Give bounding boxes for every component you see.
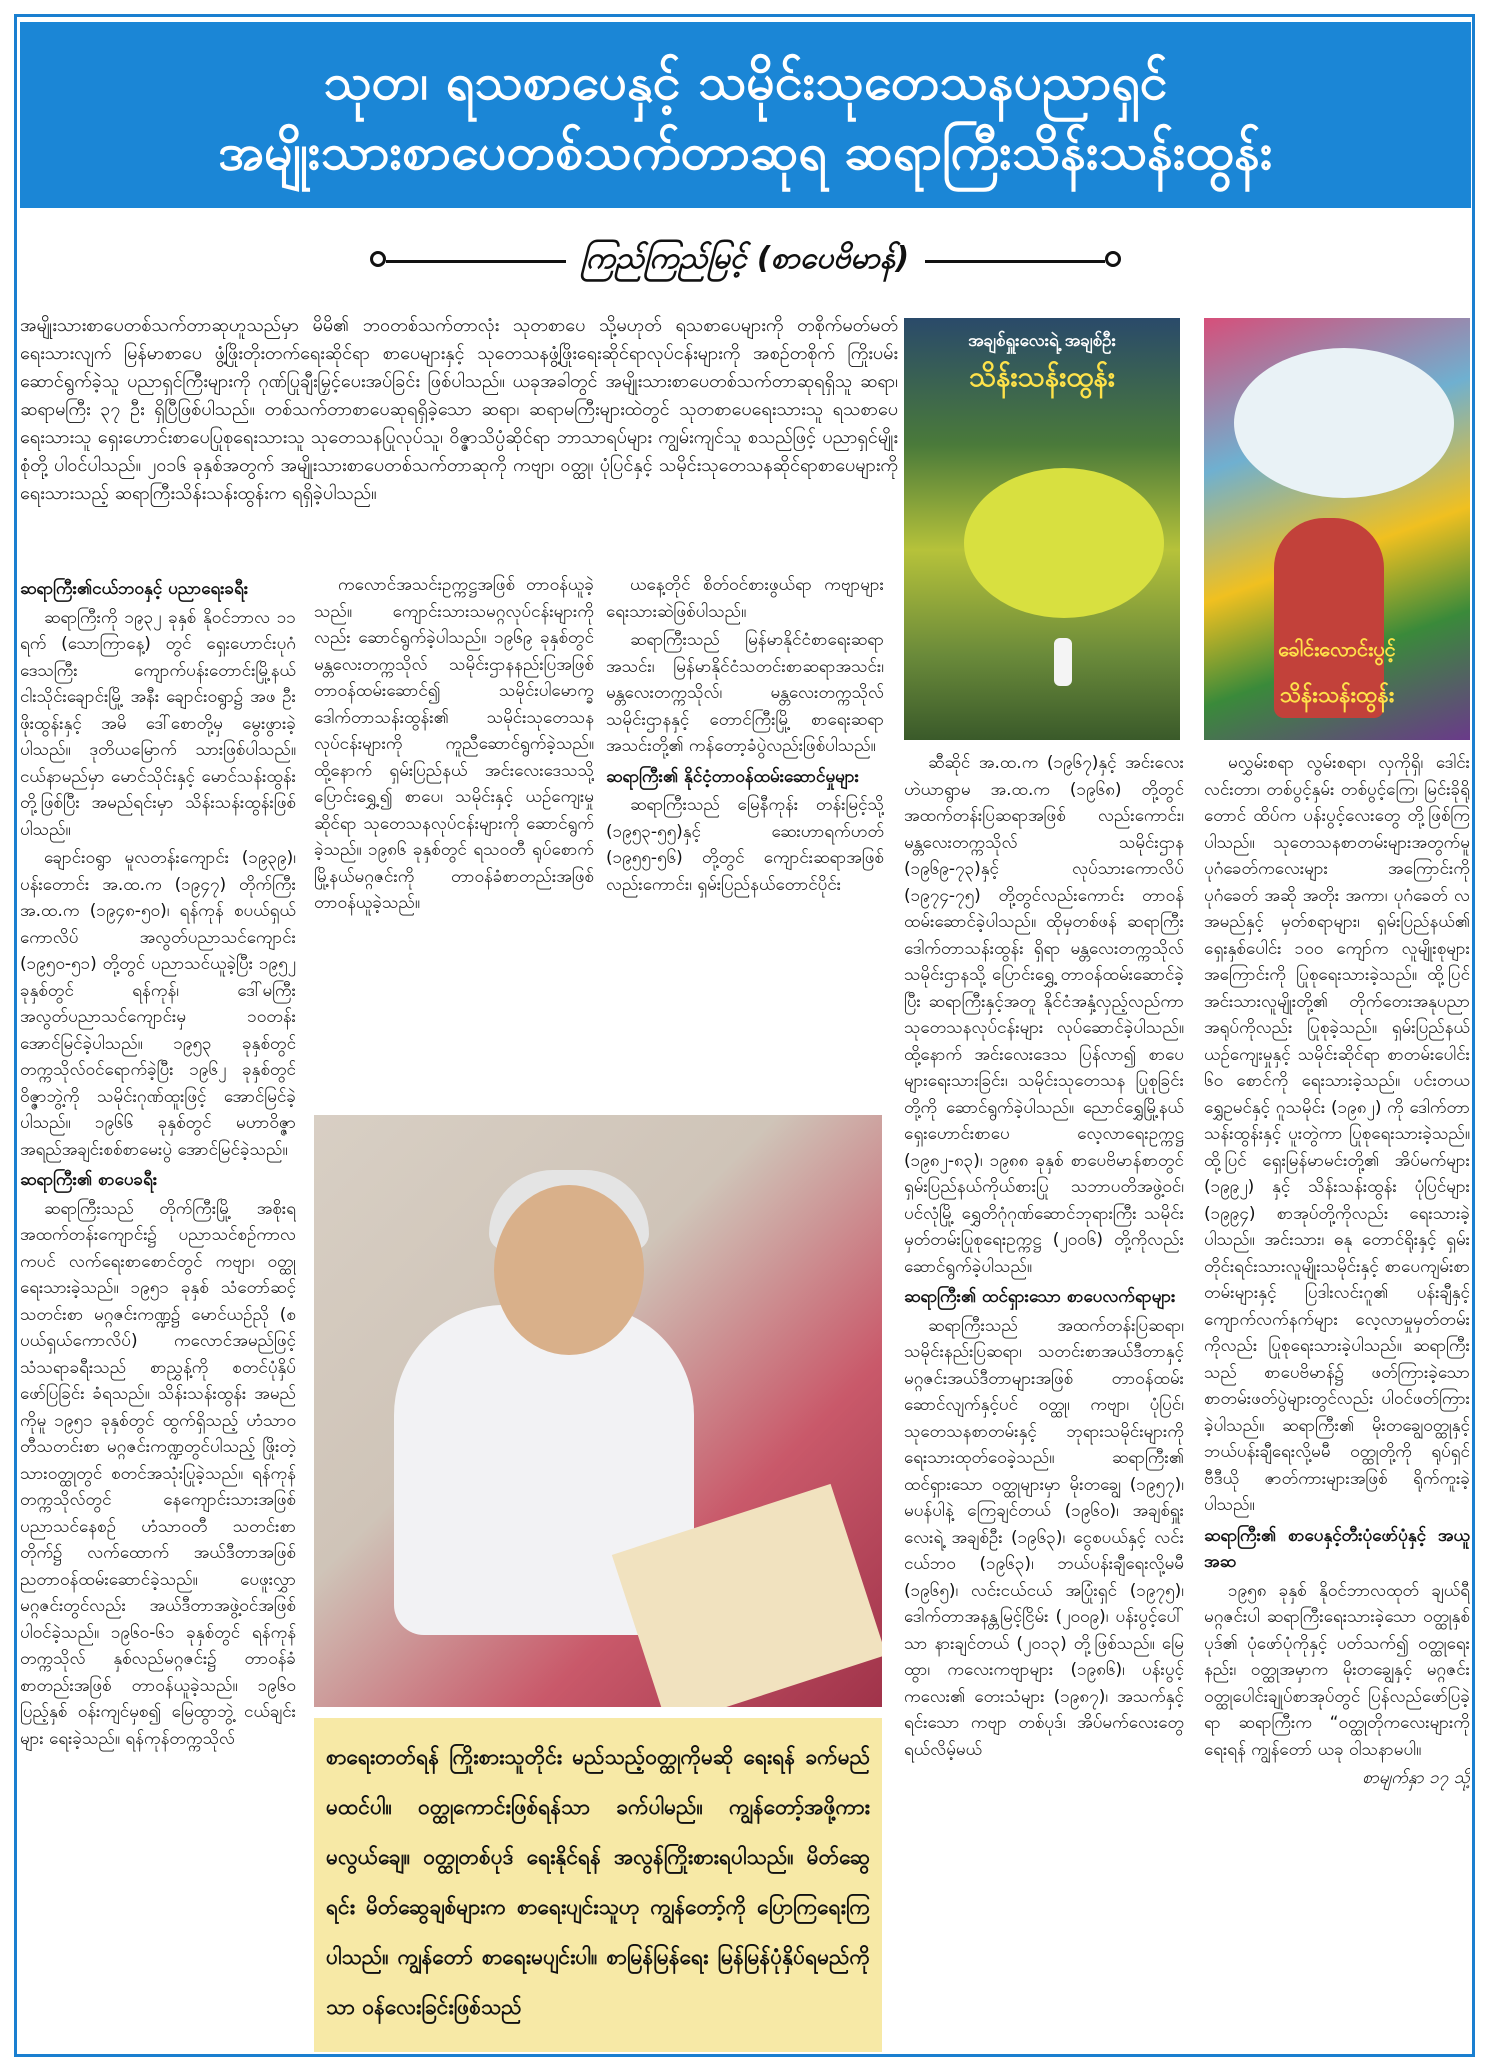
continuation-note: စာမျက်နှာ ၁၇ သို့ <box>1362 1768 1470 1788</box>
author-photo <box>314 1115 882 1707</box>
body-paragraph: ယနေ့တိုင် စိတ်ဝင်စားဖွယ်ရာ ကဗျာများ ရေးသားဆဲဖြစ်ပါသည်။ <box>606 575 884 622</box>
column-1 <box>20 572 296 2050</box>
section-heading: ဆရာကြီး၏ နိုင်ငံ့တာဝန်ထမ်းဆောင်မှုများ <box>606 766 859 787</box>
byline-left-ornament <box>370 251 386 267</box>
book-cover-2 <box>1204 318 1470 740</box>
book-cover-2-author: သိန်းသန်းထွန်း <box>1279 683 1395 708</box>
body-paragraph: ချောင်းဝရွာ မူလတန်းကျောင်း (၁၉၃၉)၊ ပန်းတောင်း အ.ထ.က (၁၉၄၇) တိုက်ကြီး အ.ထ.က (၁၉၄၈-၅၀)၊ ရန်ကုန် စပယ်ရှယ်ကောလိပ် အလွတ်ပညာသင်ကျောင်း (၁၉၅၀-၅၁) တို့တွင် ပညာသင်ယူခဲ့ပြီး ၁၉၅၂ ခုနှစ်တွင် ရန်ကုန်၊ ဒေါ်မကြီး အလွတ်ပညာသင်ကျောင်းမှ ၁၀တန်းအောင်မြင်ခဲ့ပါသည်။ ၁၉၅၃ ခုနှစ်တွင် တက္ကသိုလ်ဝင်ရောက်ခဲ့ပြီး ၁၉၆၂ ခုနှစ်တွင် ဝိဇ္ဇာဘွဲ့ကို သမိုင်းဂုဏ်ထူးဖြင့် အောင်မြင်ခဲ့ပါသည်။ ၁၉၆၆ ခုနှစ်တွင် မဟာဝိဇ္ဇာအရည်အချင်းစစ်စာမေးပွဲ အောင်မြင်ခဲ့သည်။ <box>20 848 296 1160</box>
section-heading: ဆရာကြီး၏ ထင်ရှားသော စာပေလက်ရာများ <box>904 1287 1176 1307</box>
body-paragraph: မလွှမ်းစရာ လွမ်းစရာ၊ လှကိုရှိ၊ ဒေါင်းလင်းတာ၊ တစ်ပွင့်နှမ်း တစ်ပွင့်ကြေ၊ မြင်းခိုရိုတောင် ထိပ်က ပန်းပွင့်လေးတွေ တို့ဖြစ်ကြပါသည်။ သုတေသနစာတမ်းများအတွက်မူ ပုဂံခေတ်ကလေးများ အကြောင်းကို ပုဂံခေတ် အဆို အတိုး အကာ၊ ပုဂံခေတ် လအမည်နှင့် မှတ်စရာများ၊ ရှမ်းပြည်နယ်၏ ရှေးနှစ်ပေါင်း ၁၀၀ ကျော်က လူမျိုးစုများအကြောင်းကို ပြုစုရေးသားခဲ့သည်။ ထို့ပြင် အင်းသားလူမျိုးတို့၏ တိုက်တေးအနုပညာအရုပ်ကိုလည်း ပြုစုခဲ့သည်။ ရှမ်းပြည်နယ် ယဉ်ကျေးမှုနှင့် သမိုင်းဆိုင်ရာ စာတမ်းပေါင်း ၆၀ စောင်ကို ရေးသားခဲ့သည်။ ပင်းတယရွှေဥမင်နှင့် ဂူသမိုင်း (၁၉၈၂) ကို ဒေါက်တာသန်းထွန်းနှင့် ပူးတွဲကာ ပြုစုရေးသားခဲ့သည်။ ထို့ပြင် ရှေးမြန်မာမင်းတို့၏ အိပ်မက်များ (၁၉၉၂) နှင့် သိန်းသန်းထွန်း ပုံပြင်များ (၁၉၉၄) စာအုပ်တို့ကိုလည်း ရေးသားခဲ့ပါသည်။ အင်းသား၊ ဓနု တောင်ရိုးနှင့် ရှမ်းတိုင်းရင်းသားလူမျိုးသမိုင်းနှင့် စာပေကျမ်းစာတမ်းများနှင့် ပြဒါးလင်းဂူ၏ ပန်းချီနှင့် ကျောက်လက်နက်များ လေ့လာမှုမှတ်တမ်းကိုလည်း ပြုစုရေးသားခဲ့ပါသည်။ ဆရာကြီးသည် စာပေဗိမာန်၌ ဖတ်ကြားခဲ့သော စာတမ်းဖတ်ပွဲများတွင်လည်း ပါဝင်ဖတ်ကြားခဲ့ပါသည်။ ဆရာကြီး၏ မိုးတချွေဝတ္ထုနှင့် ဘယ်ပန်းချီရေးလို့မမီ ဝတ္ထုတို့ကို ရုပ်ရှင် ဗီဒီယို ဇာတ်ကားများအဖြစ် ရိုက်ကူးခဲ့ပါသည်။ <box>1204 753 1470 1515</box>
body-paragraph: ဆရာကြီးသည် မြေနီကုန်း တန်းမြင့်သို့ (၁၉၅၃-၅၅)နှင့် ဆေးဟာရက်ဟတ် (၁၉၅၅-၅၆) တို့တွင် ကျောင်းဆရာအဖြစ်လည်းကောင်း၊ ရှမ်းပြည်နယ်တောင်ပိုင်း <box>606 795 884 895</box>
section-heading: ဆရာကြီး၏ စာပေခရီး <box>20 1170 158 1190</box>
body-paragraph: ၁၉၅၈ ခုနှစ် နိုဝင်ဘာလထုတ် ချယ်ရီမဂ္ဂဇင်းပါ ဆရာကြီးရေးသားခဲ့သော ဝတ္ထုနှစ်ပုဒ်၏ ပုံဖော်ပုံကိုနှင့် ပတ်သက်၍ ဝတ္ထုရေးနည်း၊ ဝတ္ထုအမှာက မိုးတချွေနှင့် မဂ္ဂဇင်းဝတ္ထုပေါင်းချုပ်စာအုပ်တွင် ပြန်လည်ဖော်ပြခဲ့ရာ ဆရာကြီးက “ဝတ္ထုတိုကလေးများကို ရေးရန် ကျွန်တော် ယခု ဝါသနာမပါ။ <box>1204 1580 1470 1760</box>
body-paragraph: ကလောင်အသင်းဥက္ကဋ္ဌအဖြစ် တာဝန်ယူခဲ့သည်။ ကျောင်းသားသမဂ္ဂလုပ်ငန်းများကိုလည်း ဆောင်ရွက်ခဲ့ပါသည်။ ၁၉၆၉ ခုနှစ်တွင် မန္တလေးတက္ကသိုလ် သမိုင်းဌာနနည်းပြအဖြစ် တာဝန်ထမ်းဆောင်၍ သမိုင်းပါမောက္ခ ဒေါက်တာသန်းထွန်း၏ သမိုင်းသုတေသနလုပ်ငန်းများကို ကူညီဆောင်ရွက်ခဲ့သည်။ ထို့နောက် ရှမ်းပြည်နယ် အင်းလေးဒေသသို့ ပြောင်းရွှေ့၍ စာပေ၊ သမိုင်းနှင့် ယဉ်ကျေးမှုဆိုင်ရာ သုတေသနလုပ်ငန်းများကို ဆောင်ရွက်ခဲ့သည်။ ၁၉၈၆ ခုနှစ်တွင် ရသဝတီ ရုပ်စောက်မြို့နယ်မဂ္ဂဇင်းကို တာဝန်ခံစာတည်းအဖြစ် တာဝန်ယူခဲ့သည်။ <box>314 575 594 913</box>
headline-line-2: အမျိုးသားစာပေတစ်သက်တာဆုရ ဆရာကြီးသိန်းသန်းထွန်း <box>218 123 1273 181</box>
book-cover-1 <box>904 318 1180 740</box>
byline-left-rule <box>386 260 566 263</box>
body-paragraph: ဆရာကြီးသည် အထက်တန်းပြဆရာ၊ သမိုင်းနည်းပြဆရာ၊ သတင်းစာအယ်ဒီတာနှင့် မဂ္ဂဇင်းအယ်ဒီတာများအဖြစ် တာဝန်ထမ်းဆောင်လျက်နှင့်ပင် ဝတ္ထု၊ ကဗျာ၊ ပုံပြင်၊ သုတေသနစာတမ်းနှင့် ဘုရားသမိုင်းများကို ရေးသားထုတ်ဝေခဲ့သည်။ ဆရာကြီး၏ ထင်ရှားသော ဝတ္ထုများမှာ မိုးတချွေ (၁၉၅၇)၊ မပန်ပါနဲ့ ကြေချင်တယ် (၁၉၆၀)၊ အချစ်ရှူးလေးရဲ့ အချစ်ဦး (၁၉၆၃)၊ ငွေစပယ်နှင့် လင်းငယ်ဘဝ (၁၉၆၃)၊ ဘယ်ပန်းချီရေးလို့မမီ (၁၉၆၅)၊ လင်းငယ်ငယ် အပြုံးရှင် (၁၉၇၅)၊ ဒေါက်တာအနန္တမြင့်ငြိမ်း (၂၀၀၉)၊ ပန်းပွင့်ပေါ်သာ နားချင်တယ် (၂၀၁၃) တို့ဖြစ်သည်။ မြေထွာ၊ ကလေးကဗျာများ (၁၉၈၆)၊ ပန်းပွင့်ကလေး၏ တေးသံများ (၁၉၈၇)၊ အသက်နှင့်ရင်းသော ကဗျာ တစ်ပုဒ်၊ အိပ်မက်လေးတွေ ရယ်လိမ့်မယ် <box>904 1315 1184 1760</box>
body-paragraph: ဆရာကြီးသည် မြန်မာနိုင်ငံစာရေးဆရာအသင်း၊ မြန်မာနိုင်ငံသတင်းစာဆရာအသင်း၊ မန္တလေးတက္ကသိုလ်၊ မန္တလေးတက္ကသိုလ် သမိုင်းဌာနနှင့် တောင်ကြီးမြို့ စာရေးဆရာအသင်းတို့၏ ကန်တော့ခံပွဲလည်းဖြစ်ပါသည်။ <box>606 630 884 756</box>
blossom-illustration <box>1234 348 1454 498</box>
author-credit: ကြည်ကြည်မြင့် (စာပေဗိမာန်) <box>580 241 910 276</box>
body-paragraph: ဆီဆိုင် အ.ထ.က (၁၉၆၇)နှင့် အင်းလေး ဟဲယာရွာမ အ.ထ.က (၁၉၆၈) တို့တွင် အထက်တန်းပြဆရာအဖြစ် လည်းကောင်း၊ မန္တလေးတက္ကသိုလ် သမိုင်းဌာန (၁၉၆၉-၇၃)နှင့် လုပ်သားကောလိပ် (၁၉၇၄-၇၅) တို့တွင်လည်းကောင်း တာဝန်ထမ်းဆောင်ခဲ့ပါသည်။ ထိုမှတစ်ဖန် ဆရာကြီး ဒေါက်တာသန်းထွန်း ရှိရာ မန္တလေးတက္ကသိုလ် သမိုင်းဌာနသို့ ပြောင်းရွှေ့ တာဝန်ထမ်းဆောင်ခဲ့ပြီး ဆရာကြီးနှင့်အတူ နိုင်ငံအနှံ့လှည့်လည်ကာ သုတေသနလုပ်ငန်းများ လုပ်ဆောင်ခဲ့ပါသည်။ ထို့နောက် အင်းလေးဒေသ ပြန်လာ၍ စာပေများရေးသားခြင်း၊ သမိုင်းသုတေသန ပြုစုခြင်းတို့ကို ဆောင်ရွက်ခဲ့ပါသည်။ ညောင်ရွှေမြို့နယ် ရှေးဟောင်းစာပေ လေ့လာရေးဥက္ကဋ္ဌ (၁၉၈၂-၈၃)၊ ၁၉၈၈ ခုနှစ် စာပေဗိမာန်စာတွင် ရှမ်းပြည်နယ်ကိုယ်စားပြု သဘာပတိအဖွဲ့ဝင်၊ ပင်လုံမြို့ ရွှေတိဂုံဂုဏ်ဆောင်ဘုရားကြီး သမိုင်းမှတ်တမ်းပြုစုရေးဥက္ကဋ္ဌ (၂၀၀၆) တို့ကိုလည်း ဆောင်ရွက်ခဲ့ပါသည်။ <box>904 753 1184 1277</box>
column-3 <box>606 572 884 1107</box>
byline-right-ornament <box>1105 251 1121 267</box>
byline <box>370 232 1121 292</box>
lead-paragraph: အမျိုးသားစာပေတစ်သက်တာဆုဟူသည်မှာ မိမိ၏ ဘဝတစ်သက်တာလုံး သုတစာပေ သို့မဟုတ် ရသစာပေများကို တစိုက်မတ်မတ်ရေးသားလျက် မြန်မာစာပေ ဖွံ့ဖြိုးတိုးတက်ရေးဆိုင်ရာ စာပေများနှင့် သုတေသနဖွံ့ဖြိုးရေးဆိုင်ရာလုပ်ငန်းများကို အစဉ်တစိုက် ကြိုးပမ်းဆောင်ရွက်ခဲ့သူ ပညာရှင်ကြီးများကို ဂုဏ်ပြုချီးမြှင့်ပေးအပ်ခြင်း ဖြစ်ပါသည်။ ယခုအခါတွင် အမျိုးသားစာပေတစ်သက်တာဆုရရှိသူ ဆရာ၊ ဆရာမကြီး ၃၇ ဦး ရှိပြီဖြစ်ပါသည်။ တစ်သက်တာစာပေဆုရရှိခဲ့သော ဆရာ၊ ဆရာမကြီးများထဲတွင် သုတစာပေရေးသားသူ ရသစာပေရေးသားသူ ရှေးဟောင်းစာပေပြုစုရေးသားသူ သုတေသနပြုလုပ်သူ၊ ဝိဇ္ဇာသိပ္ပံဆိုင်ရာ ဘာသာရပ်များ ကျွမ်းကျင်သူ စသည်ဖြင့် ပညာရှင်မျိုးစုံတို့ ပါဝင်ပါသည်။ ၂၀၁၆ ခုနှစ်အတွက် အမျိုးသားစာပေတစ်သက်တာဆုကို ကဗျာ၊ ဝတ္ထု၊ ပုံပြင်နှင့် သမိုင်းသုတေသနဆိုင်ရာစာပေများကို ရေးသားသည့် ဆရာကြီးသိန်းသန်းထွန်းက ရရှိခဲ့ပါသည်။ <box>20 315 898 504</box>
tree-illustration <box>964 468 1164 618</box>
byline-right-rule <box>925 260 1105 263</box>
body-paragraph: ဆရာကြီးကို ၁၉၃၂ ခုနှစ် နိုဝင်ဘာလ ၁၁ ရက် (သောကြာနေ့) တွင် ရှေးဟောင်းပုဂံဒေသကြီး ကျောက်ပန်းတောင်းမြို့နယ် ငါးသိုင်းချောင်းမြို့ အနီး ချောင်းဝရွာ၌ အဖ ဦးဖိုးထွန်းနှင့် အမိ ဒေါ်စောတို့မှ မွေးဖွားခဲ့ပါသည်။ ဒုတိယမြောက် သားဖြစ်ပါသည်။ ငယ်နာမည်မှာ မောင်သိုင်းနှင့် မောင်သန်းထွန်းတို့ဖြစ်ပြီး အမည်ရင်းမှာ သိန်းသန်းထွန်းဖြစ်ပါသည်။ <box>20 607 296 840</box>
column-5 <box>1204 750 1470 2050</box>
book-cover-1-author: သိန်းသန်းထွန်း <box>968 360 1115 393</box>
section-heading: ဆရာကြီး၏ငယ်ဘဝနှင့် ပညာရေးခရီး <box>20 579 249 599</box>
column-2 <box>314 572 594 1107</box>
headline-line-1: သုတ၊ ရသစာပေနှင့် သမိုင်းသုတေသနပညာရှင် <box>323 53 1168 111</box>
pull-quote: စာရေးတတ်ရန် ကြိုးစားသူတိုင်း မည်သည့်ဝတ္ထုကိုမဆို ရေးရန် ခက်မည်မထင်ပါ။ ဝတ္ထုကောင်းဖြစ်ရန်သာ ခက်ပါမည်။ ကျွန်တော့်အဖို့ကား မလွယ်ချေ။ ဝတ္ထုတစ်ပုဒ် ရေးနိုင်ရန် အလွန်ကြိုးစားရပါသည်။ မိတ်ဆွေရင်း မိတ်ဆွေချစ်များက စာရေးပျင်းသူဟု ကျွန်တော့်ကို ပြောကြရေးကြပါသည်။ ကျွန်တော် စာရေးမပျင်းပါ။ စာမြန်မြန်ရေး မြန်မြန်ပုံနှိပ်ရမည်ကိုသာ ဝန်လေးခြင်းဖြစ်သည် <box>314 1718 882 2052</box>
body-paragraph: ဆရာကြီးသည် တိုက်ကြီးမြို့ အစိုးရအထက်တန်းကျောင်း၌ ပညာသင်စဉ်ကာလကပင် လက်ရေးစာစောင်တွင် ကဗျာ၊ ဝတ္ထုရေးသားခဲ့သည်။ ၁၉၅၁ ခုနှစ် သံတော်ဆင့်သတင်းစာ မဂ္ဂဇင်းကဏ္ဍ၌ မောင်ယဉ်ညို (စပယ်ရှယ်ကောလိပ်) ကလောင်အမည်ဖြင့် သံသရာခရီးသည် စာညွှန့်ကို စတင်ပုံနှိပ်ဖော်ပြခြင်း ခံရသည်။ သိန်းသန်းထွန်း အမည်ကိုမူ ၁၉၅၁ ခုနှစ်တွင် ထွက်ရှိသည့် ဟံသာဝတီသတင်းစာ မဂ္ဂဇင်းကဏ္ဍတွင်ပါသည့် ဖြိုးတဲ့သားဝတ္ထုတွင် စတင်အသုံးပြုခဲ့သည်။ ရန်ကုန်တက္ကသိုလ်တွင် နေကျောင်းသားအဖြစ် ပညာသင်နေစဉ် ဟံသာဝတီ သတင်းစာတိုက်၌ လက်ထောက် အယ်ဒီတာအဖြစ် ညတာဝန်ထမ်းဆောင်ခဲ့သည်။ ပေဖူးလွှာမဂ္ဂဇင်းတွင်လည်း အယ်ဒီတာအဖွဲ့ဝင်အဖြစ် ပါဝင်ခဲ့သည်။ ၁၉၆၀-၆၁ ခုနှစ်တွင် ရန်ကုန်တက္ကသိုလ် နှစ်လည်မဂ္ဂဇင်း၌ တာဝန်ခံစာတည်းအဖြစ် တာဝန်ယူခဲ့သည်။ ၁၉၆၀ ပြည့်နှစ် ဝန်းကျင်မှစ၍ မြေထွာဘွဲ့ ငယ်ချင်းများ ရေးခဲ့သည်။ ရန်ကုန်တက္ကသိုလ် <box>20 1198 296 1749</box>
section-heading: ဆရာကြီး၏ စာပေနှင့်တီးပုံဖော်ပုံနှင့် အယူအဆ <box>1204 1525 1470 1572</box>
couple-figure <box>1054 638 1072 686</box>
photo-head <box>494 1185 644 1355</box>
column-4 <box>904 750 1184 2050</box>
headline-banner <box>20 22 1471 208</box>
book-cover-1-title: အချစ်ရှူးလေးရဲ့ အချစ်ဦး <box>968 331 1116 351</box>
book-cover-2-title: ခေါင်းလောင်းပွင့် <box>1278 637 1396 661</box>
